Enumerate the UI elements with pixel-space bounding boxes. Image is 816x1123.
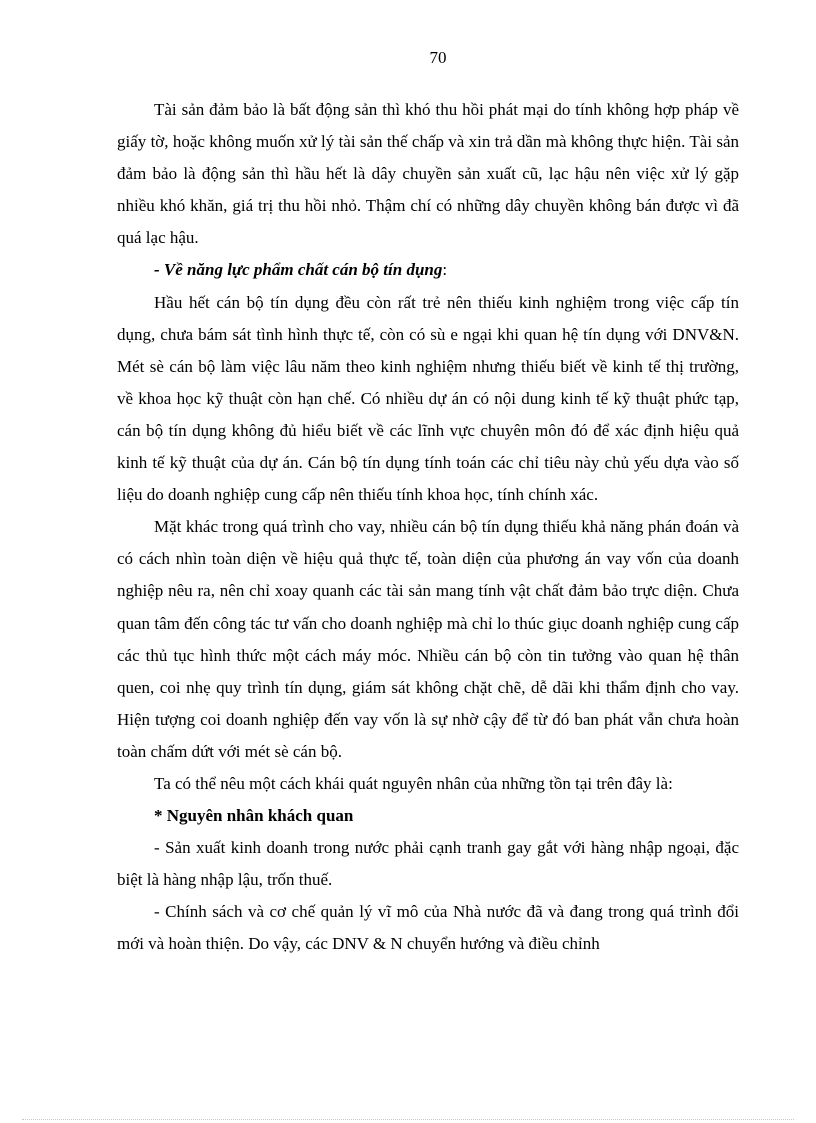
heading-objective-causes: * Nguyên nhân khách quan (154, 806, 354, 826)
document-body (117, 94, 739, 961)
paragraph-policy: - Chính sách và cơ chế quản lý vĩ mô của Nhà nước đã và đang trong quá trình đổi mới và hoàn thiện. Do vậy, các DNV & N chuyển hướng và điều chỉnh (117, 902, 739, 954)
paragraph-competition: - Sản xuất kinh doanh trong nước phải cạnh tranh gay gắt với hàng nhập ngoại, đặc biệt là hàng nhập lậu, trốn thuế. (117, 838, 739, 890)
heading-credit-officer-capacity-text: - Về năng lực phẩm chất cán bộ tín dụng (154, 260, 443, 280)
paragraph-lending-process: Mặt khác trong quá trình cho vay, nhiều cán bộ tín dụng thiếu khả năng phán đoán và có cách nhìn toàn diện về hiệu quả thực tế, toàn diện của phương án vay vốn của doanh nghiệp nêu ra, nên chỉ xoay quanh các tài sản mang tính vật chất đảm bảo trực diện. Chưa quan tâm đến công tác tư vấn cho doanh nghiệp mà chỉ lo thúc giục doanh nghiệp cung cấp các thủ tục hình thức một cách máy móc. Nhiều cán bộ còn tin tưởng vào quan hệ thân quen, coi nhẹ quy trình tín dụng, giám sát không chặt chẽ, dễ dãi khi thẩm định cho vay. Hiện tượng coi doanh nghiệp đến vay vốn là sự nhờ cậy để từ đó ban phát vẫn chưa hoàn toàn chấm dứt với mét sè cán bộ. (117, 517, 739, 761)
footer-divider (22, 1119, 794, 1120)
heading-colon: : (442, 260, 448, 280)
paragraph-collateral: Tài sản đảm bảo là bất động sản thì khó thu hồi phát mại do tính không hợp pháp về giấy tờ, hoặc không muốn xử lý tài sản thế chấp và xin trả dần mà không thực hiện. Tài sản đảm bảo là động sản thì hầu hết là dây chuyền sản xuất cũ, lạc hậu nên việc xử lý gặp nhiều khó khăn, giá trị thu hồi nhỏ. Thậm chí có những dây chuyền không bán được vì đã quá lạc hậu. (117, 100, 739, 248)
page-number: 70 (429, 48, 447, 67)
paragraph-young-officers: Hầu hết cán bộ tín dụng đều còn rất trẻ nên thiếu kinh nghiệm trong việc cấp tín dụng, chưa bám sát tình hình thực tế, còn có sù e ngại khi quan hệ tín dụng với DNV&N. Mét sè cán bộ làm việc lâu năm theo kinh nghiệm nhưng thiếu biết về kinh tế thị trường, về khoa học kỹ thuật còn hạn chế. Có nhiều dự án có nội dung kinh tế kỹ thuật phức tạp, cán bộ tín dụng không đủ hiểu biết về các lĩnh vực chuyên môn đó để xác định hiệu quả kinh tế kỹ thuật của dự án. Cán bộ tín dụng tính toán các chỉ tiêu này chủ yếu dựa vào số liệu do doanh nghiệp cung cấp nên thiếu tính khoa học, tính chính xác. (117, 292, 739, 505)
paragraph-causes-intro: Ta có thể nêu một cách khái quát nguyên nhân của những tồn tại trên đây là: (154, 773, 673, 793)
heading-credit-officer-capacity (117, 254, 739, 286)
